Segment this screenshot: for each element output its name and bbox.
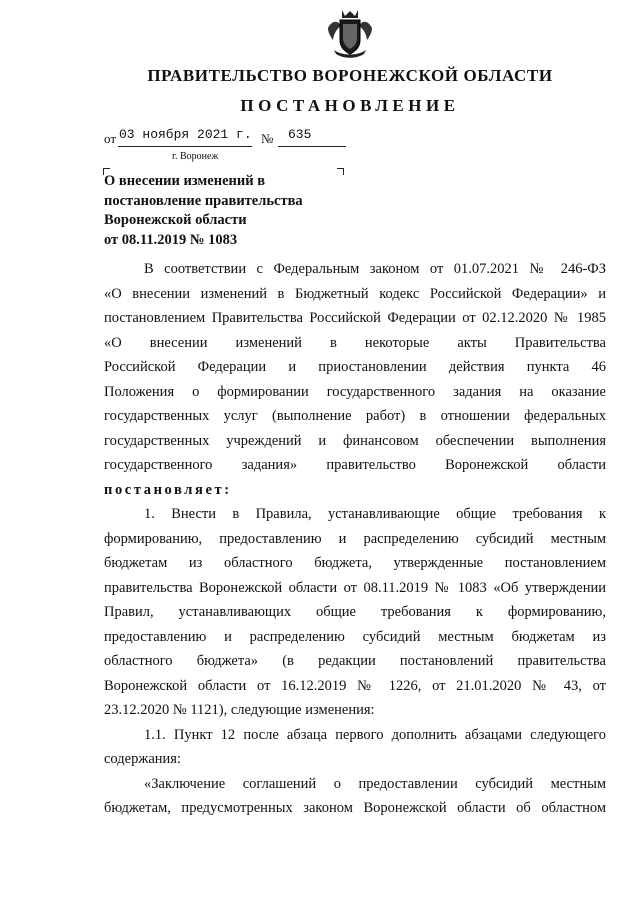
body-line: «Заключение соглашений о предоставлении субсидий местным bbox=[144, 775, 606, 792]
body-line: формированию, предоставлению и распределению субсидий местным bbox=[104, 530, 606, 547]
document-type: ПОСТАНОВЛЕНИЕ bbox=[240, 96, 460, 115]
body-line: бюджетам из областного бюджета, утвержденные постановлением bbox=[104, 555, 606, 571]
subject-line: Воронежской области bbox=[104, 212, 247, 228]
body-line: государственных услуг (выполнение работ) в отношении федеральных bbox=[104, 408, 606, 424]
city-label: г. Воронеж bbox=[172, 151, 219, 162]
resolves-word: постановляет: bbox=[104, 481, 232, 498]
government-title: ПРАВИТЕЛЬСТВО ВОРОНЕЖСКОЙ ОБЛАСТИ bbox=[147, 66, 553, 85]
body-line: «О внесении изменений в некоторые акты Правительства bbox=[104, 334, 606, 351]
body-line: В соответствии с Федеральным законом от 01.07.2021 № 246-ФЗ bbox=[144, 261, 606, 277]
body-line: 23.12.2020 № 1121), следующие изменения: bbox=[104, 702, 375, 718]
document-date: 03 ноября 2021 г. bbox=[119, 127, 252, 142]
body-line: 1.1. Пункт 12 после абзаца первого дополнить абзацами следующего bbox=[144, 726, 606, 743]
body-line: правительства Воронежской области от 08.11.2019 № 1083 «Об утверждении bbox=[104, 579, 606, 596]
coat-of-arms-emblem bbox=[324, 6, 376, 62]
body-line: 1. Внести в Правила, устанавливающие общие требования к bbox=[144, 506, 606, 522]
body-line: содержания: bbox=[104, 751, 182, 767]
subject-line: О внесении изменений в bbox=[104, 173, 266, 189]
number-label: № bbox=[261, 131, 274, 146]
body-line: Российской Федерации и приостановлении действия пункта 46 bbox=[104, 359, 606, 375]
body-line: «О внесении изменений в Бюджетный кодекс Российской Федерации» и bbox=[104, 285, 606, 302]
body-line: Правил, устанавливающих общие требования к формированию, bbox=[104, 604, 606, 620]
body-line: государственного задания» правительство Воронежской области bbox=[104, 457, 606, 473]
date-underline bbox=[118, 146, 252, 147]
body-line: Положения о формировании государственного задания на оказание bbox=[104, 383, 606, 400]
body-line: Воронежской области от 16.12.2019 № 1226, от 21.01.2020 № 43, от bbox=[104, 677, 606, 694]
document-body bbox=[104, 257, 606, 821]
subject-block bbox=[104, 172, 344, 250]
subject-line: постановление правительства bbox=[104, 192, 303, 209]
from-label: от bbox=[104, 131, 117, 146]
body-line: областного бюджета» (в редакции постановлений правительства bbox=[104, 653, 606, 669]
subject-line: от 08.11.2019 № 1083 bbox=[104, 231, 238, 248]
body-line: бюджетам, предусмотренных законом Воронежской области об областном bbox=[104, 800, 606, 816]
body-line: предоставлению и распределению субсидий местным бюджетам из bbox=[104, 628, 606, 645]
body-line: постановлением Правительства Российской Федерации от 02.12.2020 № 1985 bbox=[104, 310, 606, 326]
body-line: государственных учреждений и финансовом обеспечении выполнения bbox=[104, 432, 606, 449]
number-underline bbox=[278, 146, 346, 147]
document-number: 635 bbox=[288, 127, 312, 142]
